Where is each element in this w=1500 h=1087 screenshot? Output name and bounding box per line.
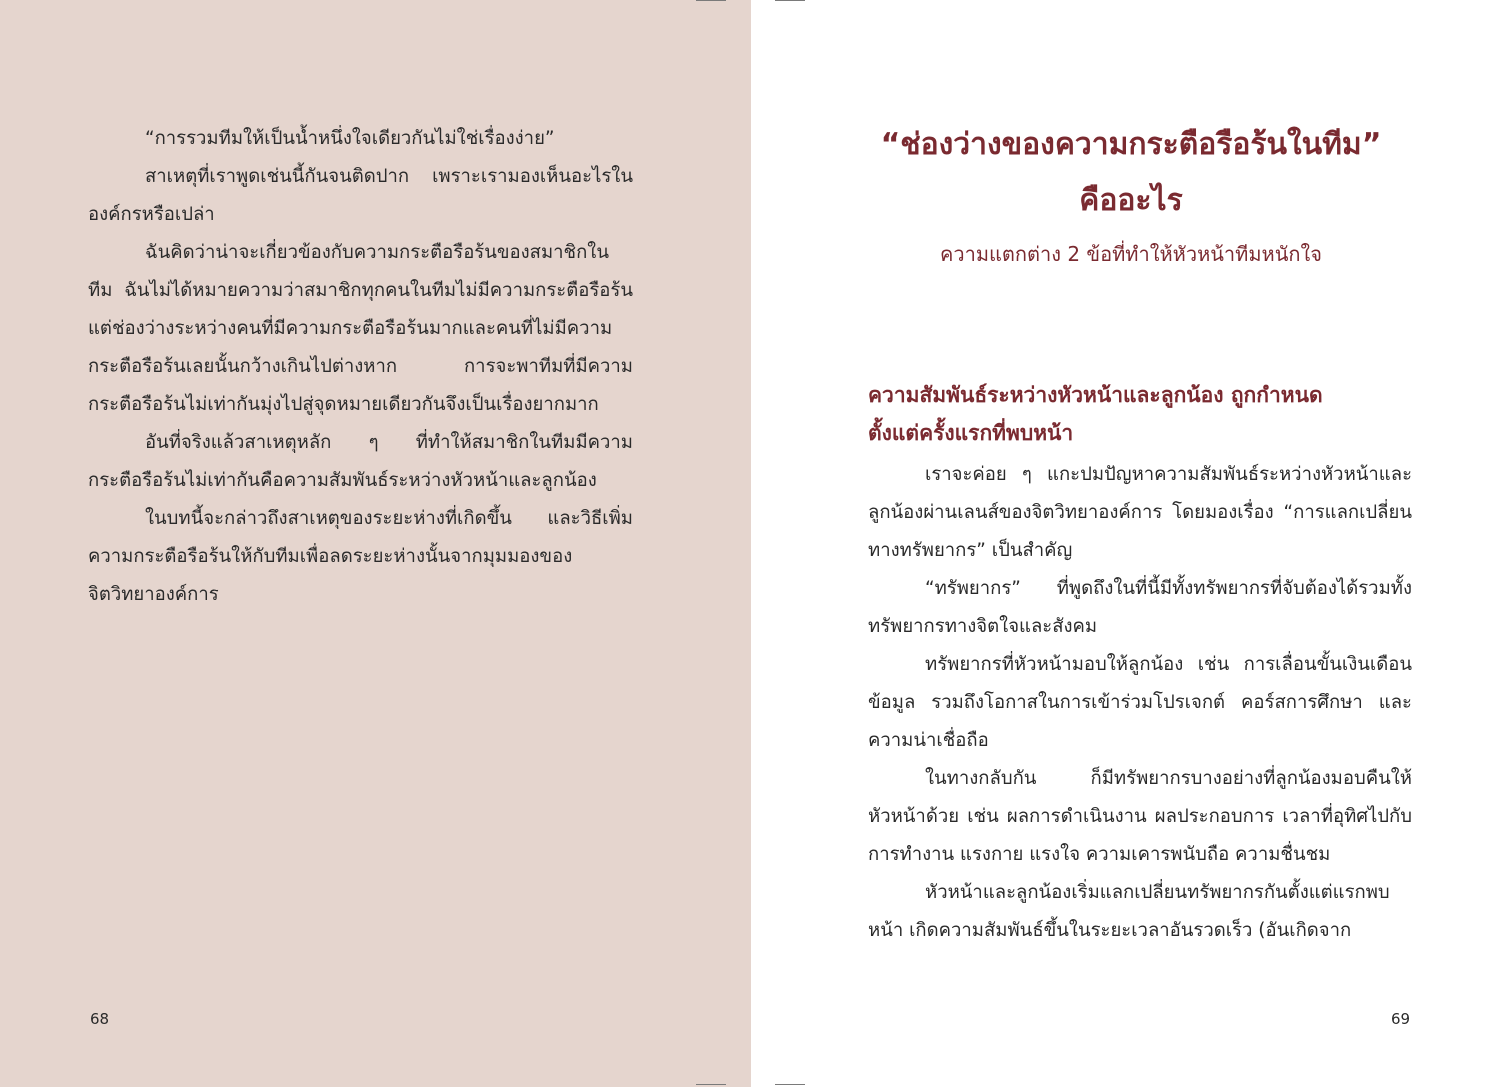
paragraph: ทรัพยากรที่หัวหน้ามอบให้ลูกน้อง เช่น การเลื่อนขั้นเงินเดือน ข้อมูล รวมถึงโอกาสในการเข้าร่วมโปรเจกต์ คอร์สการศึกษา และความน่าเชื่อถือ xyxy=(868,654,1412,751)
paragraph: “การรวมทีมให้เป็นน้ำหนึ่งใจเดียวกันไม่ใช่เรื่องง่าย” xyxy=(145,128,555,149)
left-body-text xyxy=(88,120,633,614)
paragraph: ในทางกลับกัน ก็มีทรัพยากรบางอย่างที่ลูกน้องมอบคืนให้หัวหน้าด้วย เช่น ผลการดำเนินงาน ผลประกอบการ เวลาที่อุทิศไปกับการทำงาน แรงกาย แรงใจ ความเคารพนับถือ ความชื่นชม xyxy=(868,768,1412,865)
section-heading xyxy=(868,376,1428,452)
right-page xyxy=(751,0,1500,1087)
section-heading-line-1: ความสัมพันธ์ระหว่างหัวหน้าและลูกน้อง ถูกกำหนด xyxy=(868,383,1323,407)
crop-mark-bottom xyxy=(775,1084,805,1085)
crop-mark-top xyxy=(775,0,805,1)
chapter-title: “ช่องว่างของความกระตือรือร้นในทีม” xyxy=(880,127,1382,162)
paragraph: “ทรัพยากร” ที่พูดถึงในที่นี้มีทั้งทรัพยากรที่จับต้องได้รวมทั้งทรัพยากรทางจิตใจและสังคม xyxy=(868,578,1412,637)
section-heading-line-2: ตั้งแต่ครั้งแรกที่พบหน้า xyxy=(868,421,1074,445)
page-number: 69 xyxy=(1391,1010,1411,1028)
crop-mark-top xyxy=(696,0,726,1)
page-number: 68 xyxy=(90,1010,110,1028)
paragraph: ในบทนี้จะกล่าวถึงสาเหตุของระยะห่างที่เกิดขึ้น และวิธีเพิ่มความกระตือรือร้นให้กับทีมเพื่อลดระยะห่างนั้นจากมุมมองของจิตวิทยาองค์การ xyxy=(88,508,633,605)
chapter-subtitle: ความแตกต่าง 2 ข้อที่ทำให้หัวหน้าทีมหนักใจ xyxy=(940,242,1322,266)
paragraph: เราจะค่อย ๆ แกะปมปัญหาความสัมพันธ์ระหว่างหัวหน้าและลูกน้องผ่านเลนส์ของจิตวิทยาองค์การ โดยมองเรื่อง “การแลกเปลี่ยนทางทรัพยากร” เป็นสำคัญ xyxy=(868,464,1412,561)
chapter-title-line-2: คืออะไร xyxy=(1079,183,1183,218)
right-body-text xyxy=(868,456,1412,950)
paragraph: หัวหน้าและลูกน้องเริ่มแลกเปลี่ยนทรัพยากรกันตั้งแต่แรกพบหน้า เกิดความสัมพันธ์ขึ้นในระยะเวลาอันรวดเร็ว (อันเกิดจาก xyxy=(868,882,1390,941)
crop-mark-bottom xyxy=(696,1084,726,1085)
paragraph: ฉันคิดว่าน่าจะเกี่ยวข้องกับความกระตือรือร้นของสมาชิกในทีม ฉันไม่ได้หมายความว่าสมาชิกทุกคนในทีมไม่มีความกระตือรือร้น แต่ช่องว่างระหว่างคนที่มีความกระตือรือร้นมากและคนที่ไม่มีความกระตือรือร้นเลยนั้นกว้างเกินไปต่างหาก การจะพาทีมที่มีความกระตือรือร้นไม่เท่ากันมุ่งไปสู่จุดหมายเดียวกันจึงเป็นเรื่องยากมาก xyxy=(88,242,633,415)
paragraph: สาเหตุที่เราพูดเช่นนี้กันจนติดปาก เพราะเรามองเห็นอะไรในองค์กรหรือเปล่า xyxy=(88,166,633,225)
paragraph: อันที่จริงแล้วสาเหตุหลัก ๆ ที่ทำให้สมาชิกในทีมมีความกระตือรือร้นไม่เท่ากันคือความสัมพันธ์ระหว่างหัวหน้าและลูกน้อง xyxy=(88,432,633,491)
